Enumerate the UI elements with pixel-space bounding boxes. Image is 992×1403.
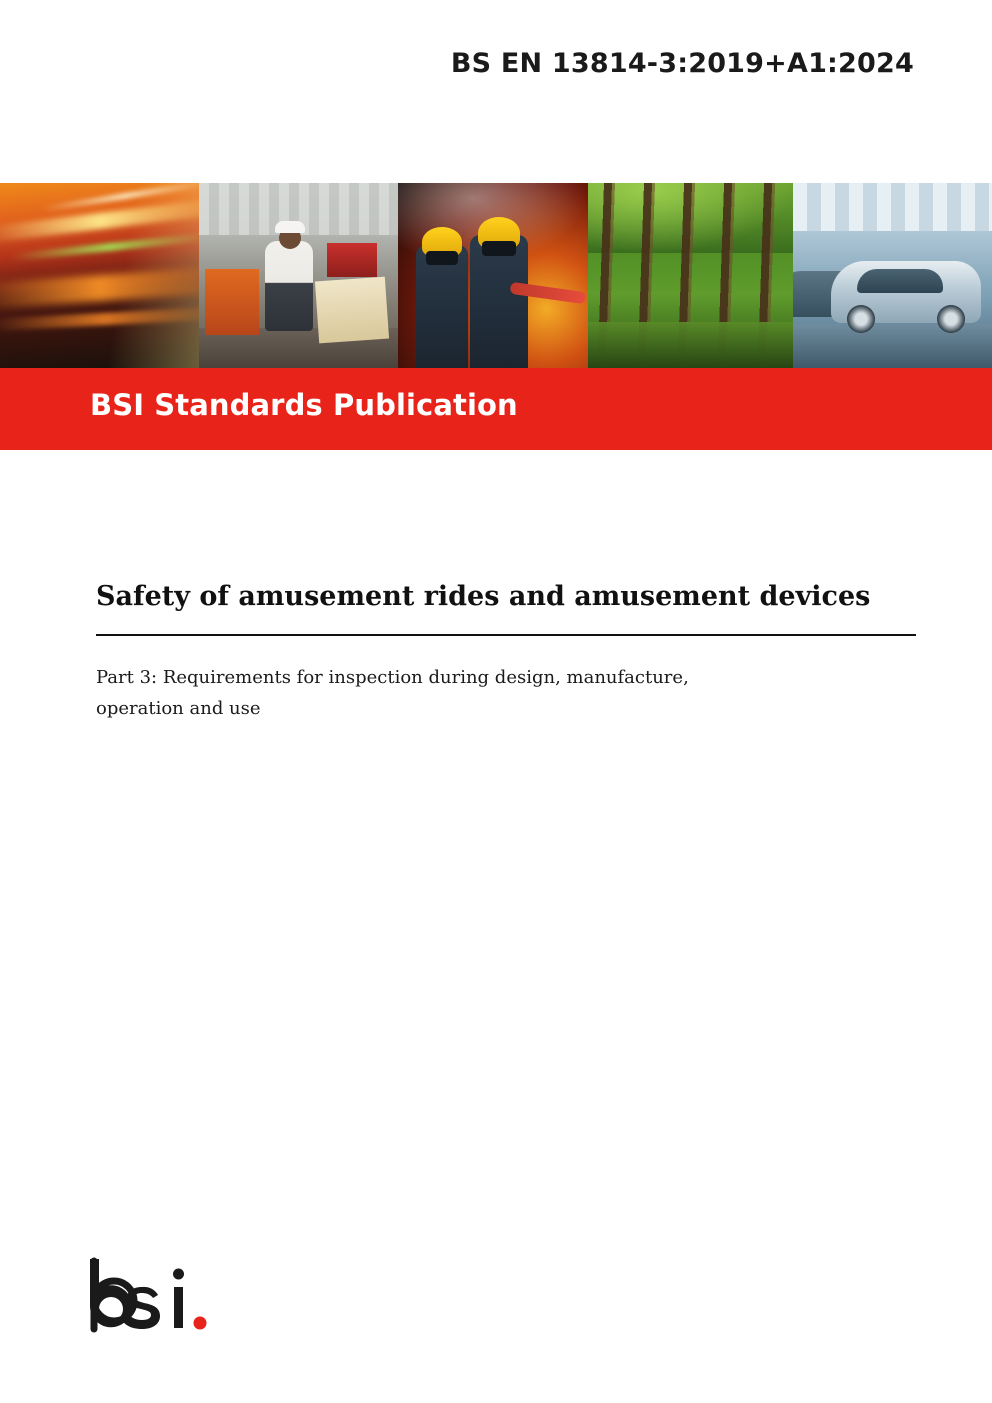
stacked-box (327, 243, 377, 277)
showroom-ceiling (793, 183, 992, 231)
warehouse-worker-photo (199, 183, 398, 368)
bsi-logo (84, 1255, 244, 1341)
car-wheel (847, 305, 875, 333)
standard-number: BS EN 13814-3:2019+A1:2024 (450, 48, 914, 79)
title-divider (96, 634, 916, 636)
worker-figure (265, 241, 313, 331)
page-title: Safety of amusement rides and amusement devices (96, 581, 871, 612)
worker-cap (275, 221, 305, 233)
stacked-box (315, 277, 389, 344)
car-front (831, 261, 981, 323)
logo-dot (194, 1317, 207, 1330)
light-trail-streak (0, 307, 199, 331)
light-trail-streak (10, 233, 199, 262)
car-showroom-photo (793, 183, 992, 368)
cover-image-strip (0, 183, 992, 368)
forest-floor (588, 322, 793, 368)
showroom-floor (793, 324, 992, 368)
banner-label: BSI Standards Publication (90, 388, 518, 422)
car-wheel (937, 305, 965, 333)
stacked-box (205, 269, 259, 335)
firefighters-photo (398, 183, 588, 368)
helmet-visor (426, 251, 458, 265)
title-block (96, 580, 916, 725)
forest-photo (588, 183, 793, 368)
light-trail-streak (41, 183, 199, 212)
light-trails-night-photo (0, 183, 199, 368)
helmet-visor (482, 241, 516, 256)
page-subtitle: Part 3: Requirements for inspection during design, manufacture, operation and use (96, 666, 689, 720)
